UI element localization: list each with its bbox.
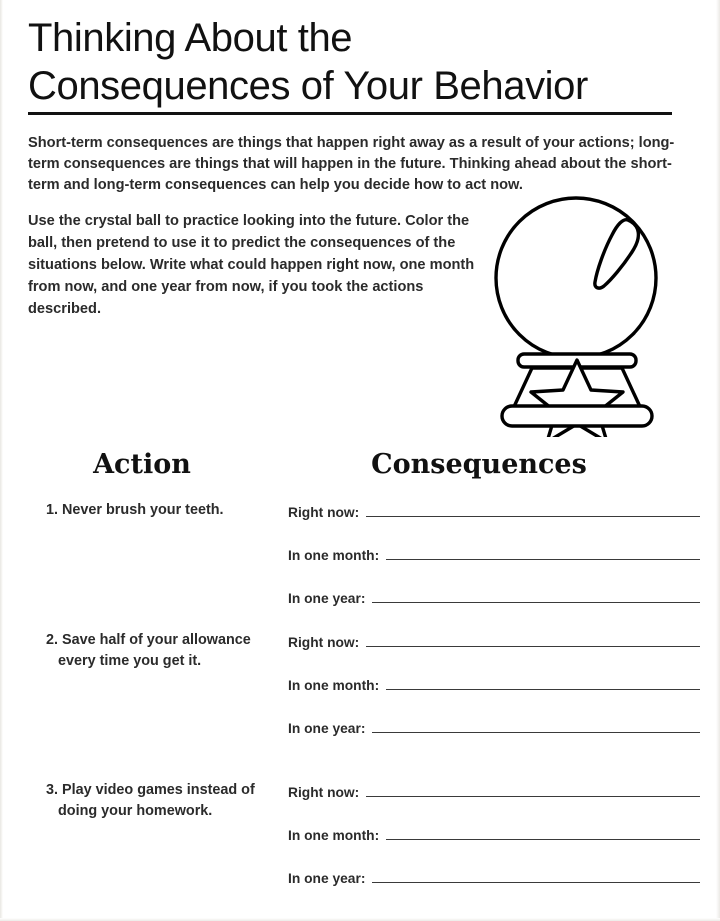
consequence-label-right-now: Right now: <box>288 505 360 520</box>
item-number-2: 2. <box>46 632 59 648</box>
consequence-label-in-one-year: In one year: <box>288 871 366 886</box>
consequence-row-1-month <box>288 545 700 567</box>
item-action-2: Save half of your allowance every time you get it. <box>58 632 251 669</box>
consequence-row-3-month <box>288 825 700 847</box>
title-line-1: Thinking About the <box>28 16 353 60</box>
title-underline <box>28 112 672 115</box>
crystal-ball-illustration <box>480 192 680 437</box>
intro-paragraph: Short-term consequences are things that happen right away as a result of your actions; long-term consequences are things that will happen in the future. Thinking ahead about the short-term and long-term consequences can help you decide how to act now. <box>28 135 675 193</box>
title-line-2: Consequences of Your Behavior <box>28 64 588 108</box>
action-text-2 <box>46 630 278 672</box>
answer-blank-3-year[interactable] <box>372 868 700 883</box>
answer-blank-1-month[interactable] <box>386 545 700 560</box>
consequence-row-3-now <box>288 782 700 804</box>
consequence-label-in-one-year: In one year: <box>288 721 366 736</box>
instructions-paragraph: Use the crystal ball to practice looking into the future. Color the ball, then pretend to use it to predict the consequences of the situations below. Write what could happen right now, one month from now, and one year from now, if you took the actions described. <box>28 213 475 317</box>
consequence-label-right-now: Right now: <box>288 785 360 800</box>
action-text-1 <box>46 500 278 521</box>
consequence-row-1-now <box>288 502 700 524</box>
consequence-label-right-now: Right now: <box>288 635 360 650</box>
consequence-row-1-year <box>288 588 700 610</box>
crystal-ball-icon <box>480 192 680 437</box>
item-action-1: Never brush your teeth. <box>62 502 224 518</box>
consequence-label-in-one-year: In one year: <box>288 591 366 606</box>
answer-blank-2-year[interactable] <box>372 718 700 733</box>
item-number-3: 3. <box>46 782 59 798</box>
action-text-3 <box>46 780 278 822</box>
answer-blank-2-month[interactable] <box>386 675 700 690</box>
crystal-ball-base <box>502 406 652 426</box>
answer-blank-1-now[interactable] <box>366 502 700 517</box>
consequence-label-in-one-month: In one month: <box>288 678 380 693</box>
page-edge-right <box>716 0 720 921</box>
answer-blank-3-now[interactable] <box>366 782 700 797</box>
item-number-1: 1. <box>46 502 59 518</box>
consequence-label-in-one-month: In one month: <box>288 548 380 563</box>
answer-blank-2-now[interactable] <box>366 632 700 647</box>
item-action-3: Play video games instead of doing your homework. <box>58 782 255 819</box>
page-title <box>28 14 676 115</box>
answer-blank-3-month[interactable] <box>386 825 700 840</box>
consequence-label-in-one-month: In one month: <box>288 828 380 843</box>
consequence-row-2-month <box>288 675 700 697</box>
column-header-consequences: Consequences <box>371 449 587 480</box>
consequence-row-2-year <box>288 718 700 740</box>
consequence-row-2-now <box>288 632 700 654</box>
answer-blank-1-year[interactable] <box>372 588 700 603</box>
column-header-action: Action <box>93 449 191 480</box>
consequence-row-3-year <box>288 868 700 890</box>
